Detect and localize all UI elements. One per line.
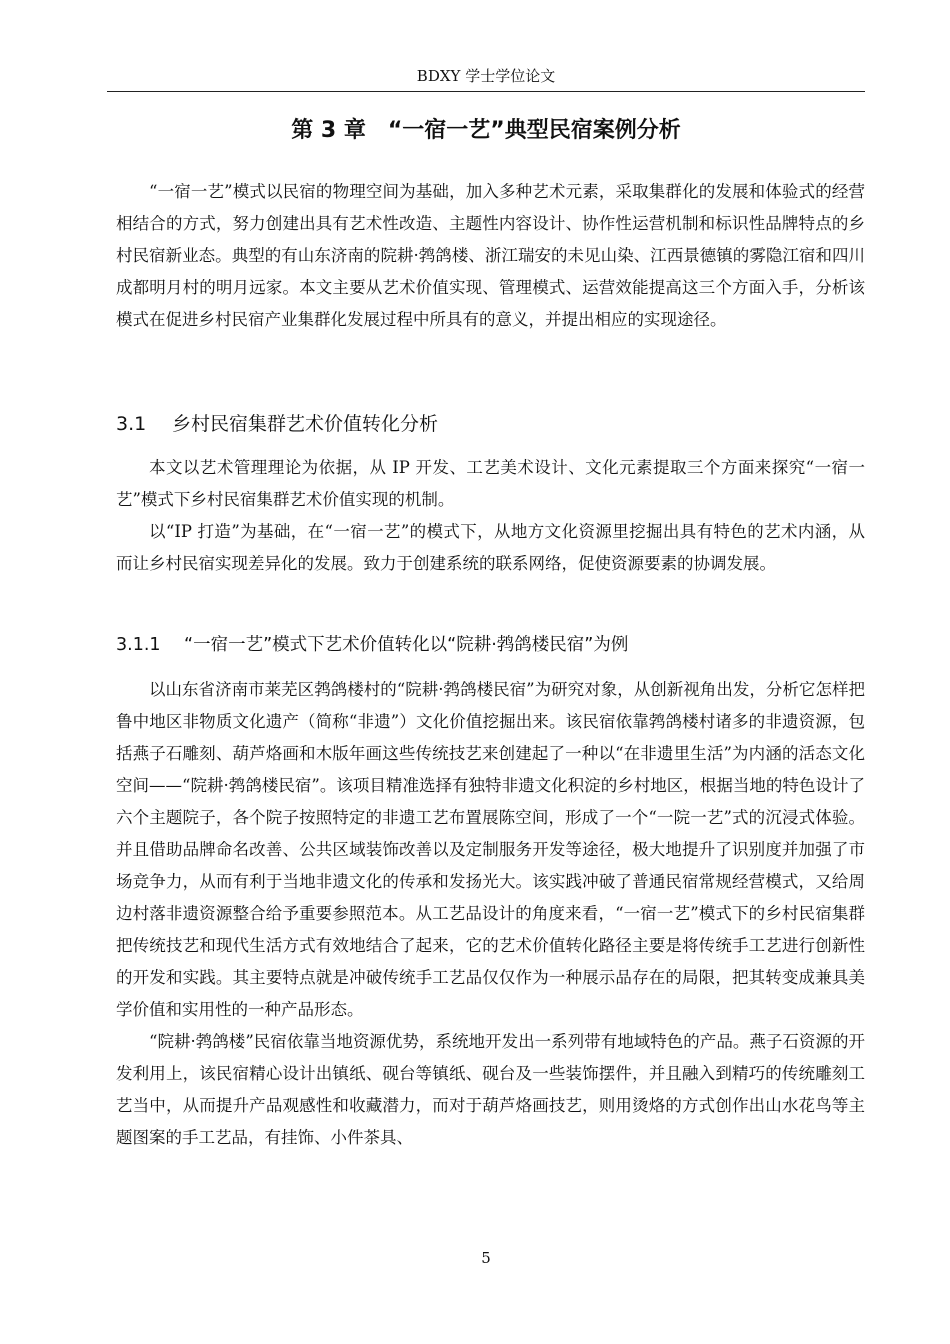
section-body xyxy=(116,452,865,580)
section-number: 3.1 xyxy=(116,413,147,435)
intro-body xyxy=(116,176,865,336)
section-title: 乡村民宿集群艺术价值转化分析 xyxy=(172,413,439,435)
section-heading xyxy=(116,410,438,438)
subsection-title: “一宿一艺”模式下艺术价值转化以“院耕·鹁鸽楼民宿”为例 xyxy=(184,635,629,655)
subsection-number: 3.1.1 xyxy=(116,635,161,655)
subsection-paragraph: “院耕·鹁鸽楼”民宿依靠当地资源优势，系统地开发出一系列带有地域特色的产品。燕子石资源的开发利用上，该民宿精心设计出镇纸、砚台等镇纸、砚台及一些装饰摆件，并且融入到精巧的传统雕刻工艺当中，从而提升产品观感性和收藏潜力，而对于葫芦烙画技艺，则用烫烙的方式创作出山水花鸟等主题图案的手工艺品，有挂饰、小件茶具、 xyxy=(116,1032,865,1147)
section-paragraph: 本文以艺术管理理论为依据，从 IP 开发、工艺美术设计、文化元素提取三个方面来探究“一宿一艺”模式下乡村民宿集群艺术价值实现的机制。 xyxy=(116,458,865,509)
intro-paragraph: “一宿一艺”模式以民宿的物理空间为基础，加入多种艺术元素，采取集群化的发展和体验式的经营相结合的方式，努力创建出具有艺术性改造、主题性内容设计、协作性运营机制和标识性品牌特点的乡村民宿新业态。典型的有山东济南的院耕·鹁鸽楼、浙江瑞安的未见山染、江西景德镇的雾隐江宿和四川成都明月村的明月远家。本文主要从艺术价值实现、管理模式、运营效能提高这三个方面入手，分析该模式在促进乡村民宿产业集群化发展过程中所具有的意义，并提出相应的实现途径。 xyxy=(116,182,865,329)
chapter-title: 第 3 章 “一宿一艺”典型民宿案例分析 xyxy=(291,118,681,143)
subsection-paragraph: 以山东省济南市莱芜区鹁鸽楼村的“院耕·鹁鸽楼民宿”为研究对象，从创新视角出发，分析它怎样把鲁中地区非物质文化遗产（简称“非遗”）文化价值挖掘出来。该民宿依靠鹁鸽楼村诸多的非遗资源，包括燕子石雕刻、葫芦烙画和木版年画这些传统技艺来创建起了一种以“在非遗里生活”为内涵的活态文化空间——“院耕·鹁鸽楼民宿”。该项目精准选择有独特非遗文化积淀的乡村地区，根据当地的特色设计了六个主题院子，各个院子按照特定的非遗工艺布置展陈空间，形成了一个“一院一艺”式的沉浸式体验。并且借助品牌命名改善、公共区域装饰改善以及定制服务开发等途径，极大地提升了识别度并加强了市场竞争力，从而有利于当地非遗文化的传承和发扬光大。该实践冲破了普通民宿常规经营模式，又给周边村落非遗资源整合给予重要参照范本。从工艺品设计的角度来看，“一宿一艺”模式下的乡村民宿集群把传统技艺和现代生活方式有效地结合了起来，它的艺术价值转化路径主要是将传统手工艺进行创新性的开发和实践。其主要特点就是冲破传统手工艺品仅仅作为一种展示品存在的局限，把其转变成兼具美学价值和实用性的一种产品形态。 xyxy=(116,680,865,1019)
subsection-heading xyxy=(116,631,628,659)
running-header: BDXY 学士学位论文 xyxy=(416,67,556,85)
subsection-body xyxy=(116,674,865,1154)
page-number: 5 xyxy=(481,1249,491,1267)
section-paragraph: 以“IP 打造”为基础，在“一宿一艺”的模式下，从地方文化资源里挖掘出具有特色的艺术内涵，从而让乡村民宿实现差异化的发展。致力于创建系统的联系网络，促使资源要素的协调发展。 xyxy=(116,522,865,573)
header-rule xyxy=(107,91,865,92)
